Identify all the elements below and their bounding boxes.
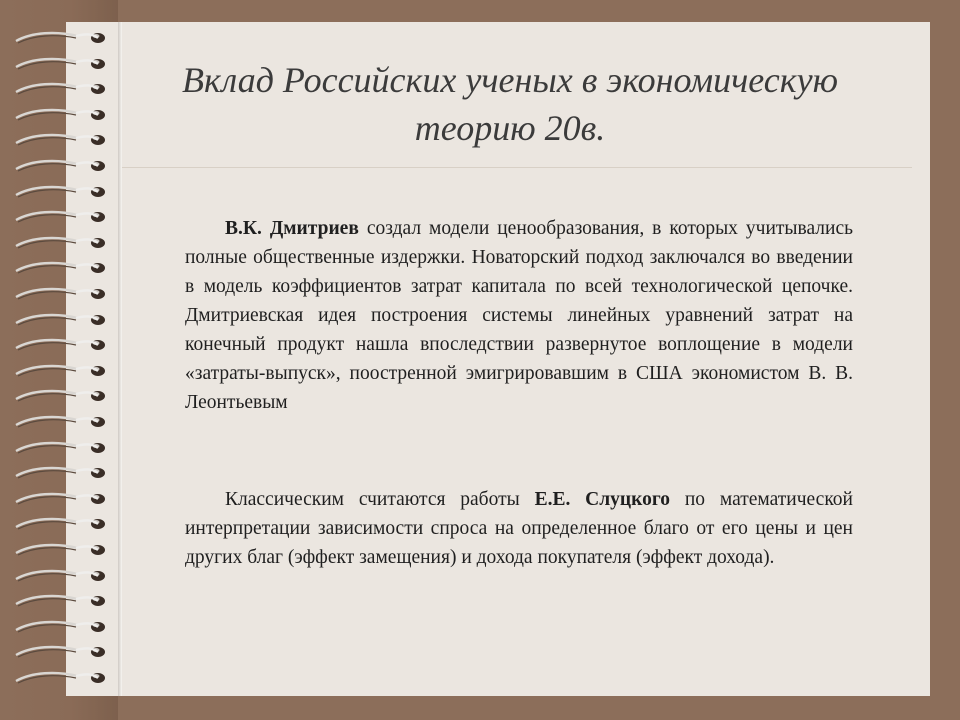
spiral-ring-icon <box>12 465 108 481</box>
paragraph-slutsky-text: по математической интерпретации зависимости спроса на определенное благо от его цены и цен других благ (эффект замещения) и дохода покупателя (эффект дохода). <box>185 489 853 568</box>
spiral-ring-icon <box>12 209 108 225</box>
spiral-ring-icon <box>12 644 108 660</box>
spiral-ring-icon <box>12 158 108 174</box>
spiral-ring-icon <box>12 516 108 532</box>
spiral-ring-icon <box>12 30 108 46</box>
paragraph-dmitriev <box>185 214 853 417</box>
spiral-ring-icon <box>12 363 108 379</box>
spiral-ring-icon <box>12 542 108 558</box>
spiral-ring-icon <box>12 619 108 635</box>
spiral-ring-icon <box>12 286 108 302</box>
spiral-ring-icon <box>12 260 108 276</box>
spiral-ring-icon <box>12 670 108 686</box>
spiral-ring-icon <box>12 56 108 72</box>
page-margin-line <box>118 22 122 696</box>
spiral-ring-icon <box>12 414 108 430</box>
spiral-ring-icon <box>12 184 108 200</box>
spiral-ring-icon <box>12 235 108 251</box>
spiral-ring-icon <box>12 593 108 609</box>
spiral-ring-icon <box>12 388 108 404</box>
slide-title: Вклад Российских ученых в экономическую теорию 20в. <box>182 60 838 148</box>
name-slutsky: Е.Е. Слуцкого <box>534 489 671 510</box>
spiral-ring-icon <box>12 132 108 148</box>
spiral-ring-icon <box>12 337 108 353</box>
name-dmitriev: В.К. Дмитриев <box>225 218 359 239</box>
paragraph-dmitriev-text: создал модели ценообразования, в которых учитывались полные общественные издержки. Новаторский подход заключался во введении в модель коэффициентов затрат капитала по всей технологической цепочке. Дмитриевская идея построения системы линейных уравнений затрат на конечный продукт нашла впоследствии развернутое воплощение в модели «затраты-выпуск», поостренной эмигрировавшим в США экономистом В. В. Леонтьевым <box>185 218 853 413</box>
spiral-ring-icon <box>12 491 108 507</box>
spiral-ring-icon <box>12 568 108 584</box>
paragraph-slutsky <box>185 485 853 572</box>
spiral-ring-icon <box>12 440 108 456</box>
title-divider <box>122 167 912 168</box>
paragraph-slutsky-lead: Классическим считаются работы <box>225 489 535 510</box>
spiral-binding <box>0 22 118 696</box>
spiral-ring-icon <box>12 107 108 123</box>
spiral-ring-icon <box>12 312 108 328</box>
spiral-ring-icon <box>12 81 108 97</box>
